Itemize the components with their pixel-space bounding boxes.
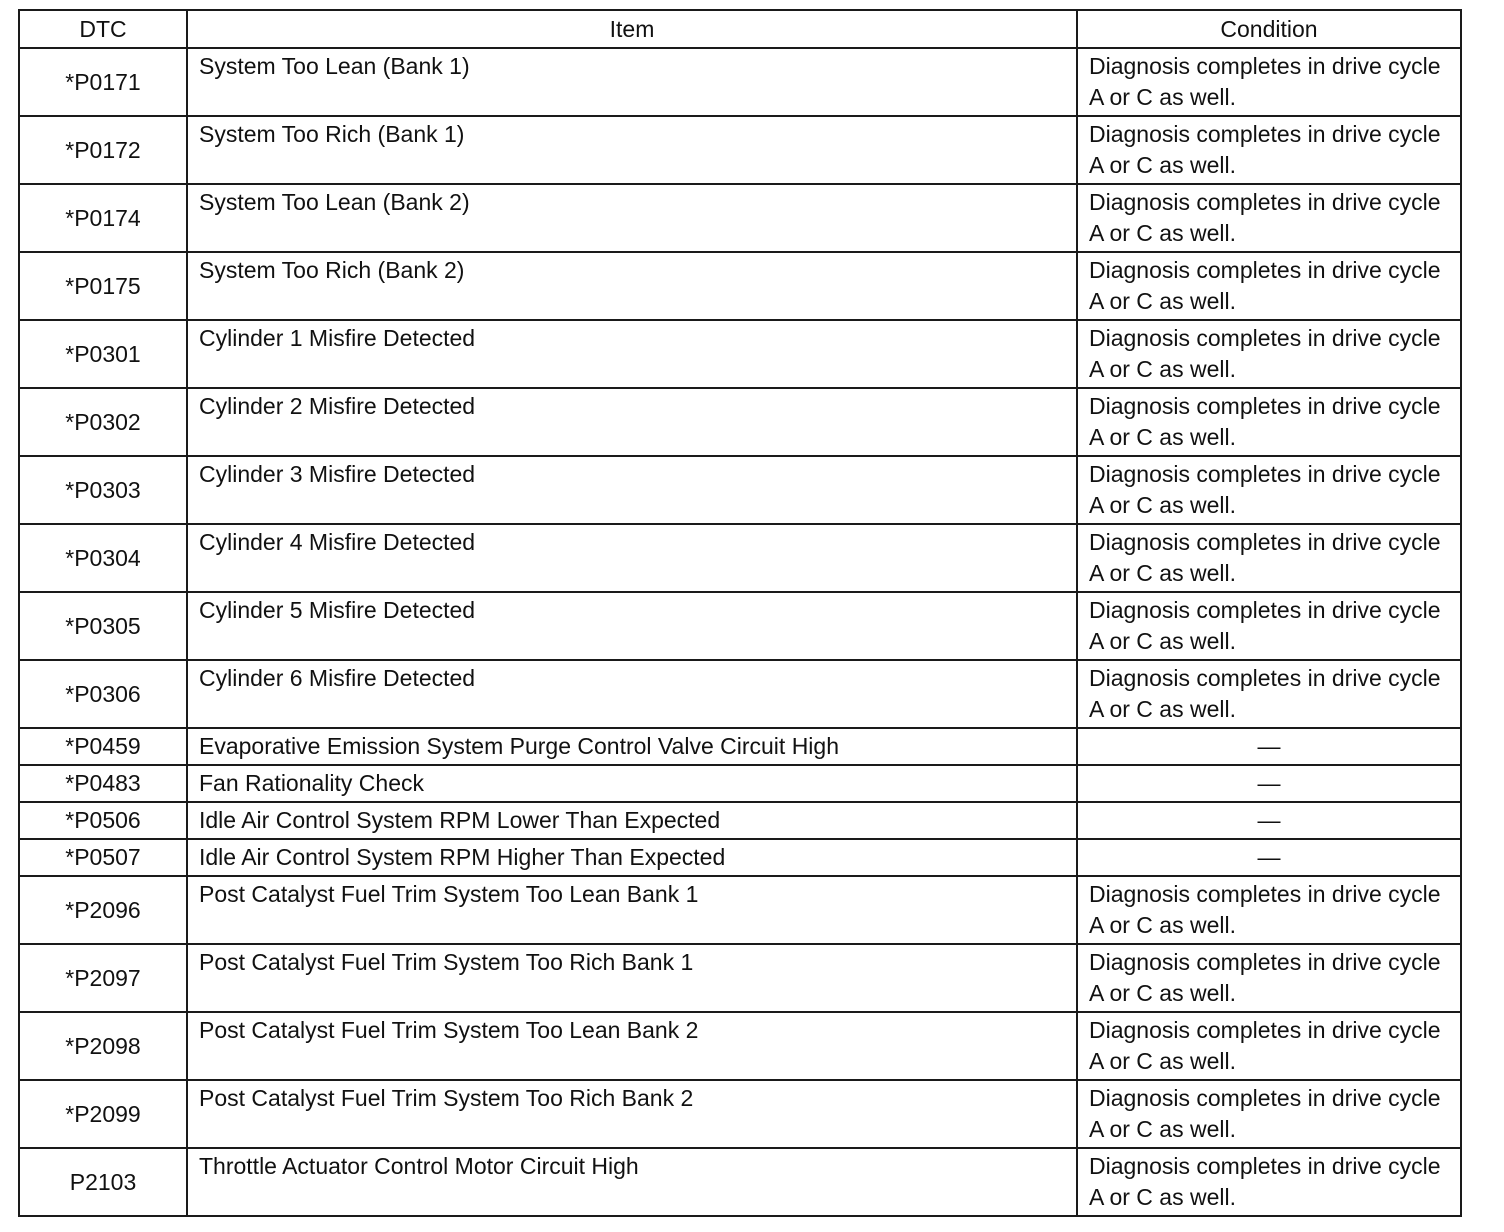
- dtc-code-cell: *P0459: [19, 728, 187, 765]
- condition-cell: Diagnosis completes in drive cycle A or C as well.: [1077, 524, 1461, 592]
- condition-cell: Diagnosis completes in drive cycle A or C as well.: [1077, 456, 1461, 524]
- table-row: [19, 876, 1461, 944]
- dtc-code-cell: *P0507: [19, 839, 187, 876]
- item-description-cell: Evaporative Emission System Purge Control Valve Circuit High: [187, 728, 1077, 765]
- condition-cell: Diagnosis completes in drive cycle A or C as well.: [1077, 660, 1461, 728]
- item-description-cell: Post Catalyst Fuel Trim System Too Rich Bank 1: [187, 944, 1077, 1012]
- dtc-code-cell: *P0305: [19, 592, 187, 660]
- item-description-cell: System Too Rich (Bank 1): [187, 116, 1077, 184]
- item-description-cell: Post Catalyst Fuel Trim System Too Rich Bank 2: [187, 1080, 1077, 1148]
- dtc-code-cell: *P0172: [19, 116, 187, 184]
- table-row: [19, 1012, 1461, 1080]
- table-row: [19, 660, 1461, 728]
- column-header-item: Item: [187, 10, 1077, 48]
- table-row: [19, 765, 1461, 802]
- item-description-cell: Post Catalyst Fuel Trim System Too Lean Bank 2: [187, 1012, 1077, 1080]
- dtc-code-cell: *P0303: [19, 456, 187, 524]
- dtc-code-cell: *P2096: [19, 876, 187, 944]
- condition-cell: Diagnosis completes in drive cycle A or C as well.: [1077, 252, 1461, 320]
- dtc-code-cell: *P0302: [19, 388, 187, 456]
- item-description-cell: Cylinder 6 Misfire Detected: [187, 660, 1077, 728]
- header-row: [19, 10, 1461, 48]
- dtc-code-cell: P2103: [19, 1148, 187, 1216]
- item-description-cell: Fan Rationality Check: [187, 765, 1077, 802]
- table-row: [19, 252, 1461, 320]
- item-description-cell: System Too Lean (Bank 1): [187, 48, 1077, 116]
- dtc-table: [18, 9, 1462, 1217]
- item-description-cell: Post Catalyst Fuel Trim System Too Lean Bank 1: [187, 876, 1077, 944]
- condition-cell: Diagnosis completes in drive cycle A or C as well.: [1077, 876, 1461, 944]
- item-description-cell: System Too Lean (Bank 2): [187, 184, 1077, 252]
- table-row: [19, 524, 1461, 592]
- item-description-cell: Cylinder 1 Misfire Detected: [187, 320, 1077, 388]
- item-description-cell: Idle Air Control System RPM Lower Than Expected: [187, 802, 1077, 839]
- dtc-code-cell: *P0306: [19, 660, 187, 728]
- item-description-cell: Cylinder 5 Misfire Detected: [187, 592, 1077, 660]
- condition-cell: Diagnosis completes in drive cycle A or C as well.: [1077, 944, 1461, 1012]
- table-row: [19, 1148, 1461, 1216]
- table-row: [19, 184, 1461, 252]
- table-header: [19, 10, 1461, 48]
- dtc-code-cell: *P0304: [19, 524, 187, 592]
- table-row: [19, 456, 1461, 524]
- condition-cell: —: [1077, 839, 1461, 876]
- condition-cell: Diagnosis completes in drive cycle A or C as well.: [1077, 116, 1461, 184]
- condition-cell: Diagnosis completes in drive cycle A or C as well.: [1077, 184, 1461, 252]
- column-header-condition: Condition: [1077, 10, 1461, 48]
- item-description-cell: Cylinder 2 Misfire Detected: [187, 388, 1077, 456]
- table-row: [19, 116, 1461, 184]
- dtc-code-cell: *P0175: [19, 252, 187, 320]
- condition-cell: Diagnosis completes in drive cycle A or C as well.: [1077, 1148, 1461, 1216]
- item-description-cell: Cylinder 3 Misfire Detected: [187, 456, 1077, 524]
- condition-cell: —: [1077, 728, 1461, 765]
- table-row: [19, 944, 1461, 1012]
- dtc-code-cell: *P2097: [19, 944, 187, 1012]
- table-row: [19, 728, 1461, 765]
- item-description-cell: Throttle Actuator Control Motor Circuit High: [187, 1148, 1077, 1216]
- dtc-code-cell: *P0483: [19, 765, 187, 802]
- table-body: [19, 48, 1461, 1216]
- table-row: [19, 388, 1461, 456]
- table-row: [19, 48, 1461, 116]
- condition-cell: Diagnosis completes in drive cycle A or C as well.: [1077, 388, 1461, 456]
- table-row: [19, 839, 1461, 876]
- condition-cell: —: [1077, 802, 1461, 839]
- table-row: [19, 320, 1461, 388]
- item-description-cell: Idle Air Control System RPM Higher Than Expected: [187, 839, 1077, 876]
- table-row: [19, 802, 1461, 839]
- dtc-code-cell: *P0506: [19, 802, 187, 839]
- condition-cell: Diagnosis completes in drive cycle A or C as well.: [1077, 48, 1461, 116]
- dtc-code-cell: *P2098: [19, 1012, 187, 1080]
- condition-cell: Diagnosis completes in drive cycle A or C as well.: [1077, 592, 1461, 660]
- dtc-code-cell: *P0171: [19, 48, 187, 116]
- table-row: [19, 1080, 1461, 1148]
- dtc-code-cell: *P0301: [19, 320, 187, 388]
- dtc-code-cell: *P2099: [19, 1080, 187, 1148]
- condition-cell: Diagnosis completes in drive cycle A or C as well.: [1077, 320, 1461, 388]
- item-description-cell: Cylinder 4 Misfire Detected: [187, 524, 1077, 592]
- item-description-cell: System Too Rich (Bank 2): [187, 252, 1077, 320]
- condition-cell: —: [1077, 765, 1461, 802]
- condition-cell: Diagnosis completes in drive cycle A or C as well.: [1077, 1012, 1461, 1080]
- dtc-code-cell: *P0174: [19, 184, 187, 252]
- condition-cell: Diagnosis completes in drive cycle A or C as well.: [1077, 1080, 1461, 1148]
- table-row: [19, 592, 1461, 660]
- column-header-dtc: DTC: [19, 10, 187, 48]
